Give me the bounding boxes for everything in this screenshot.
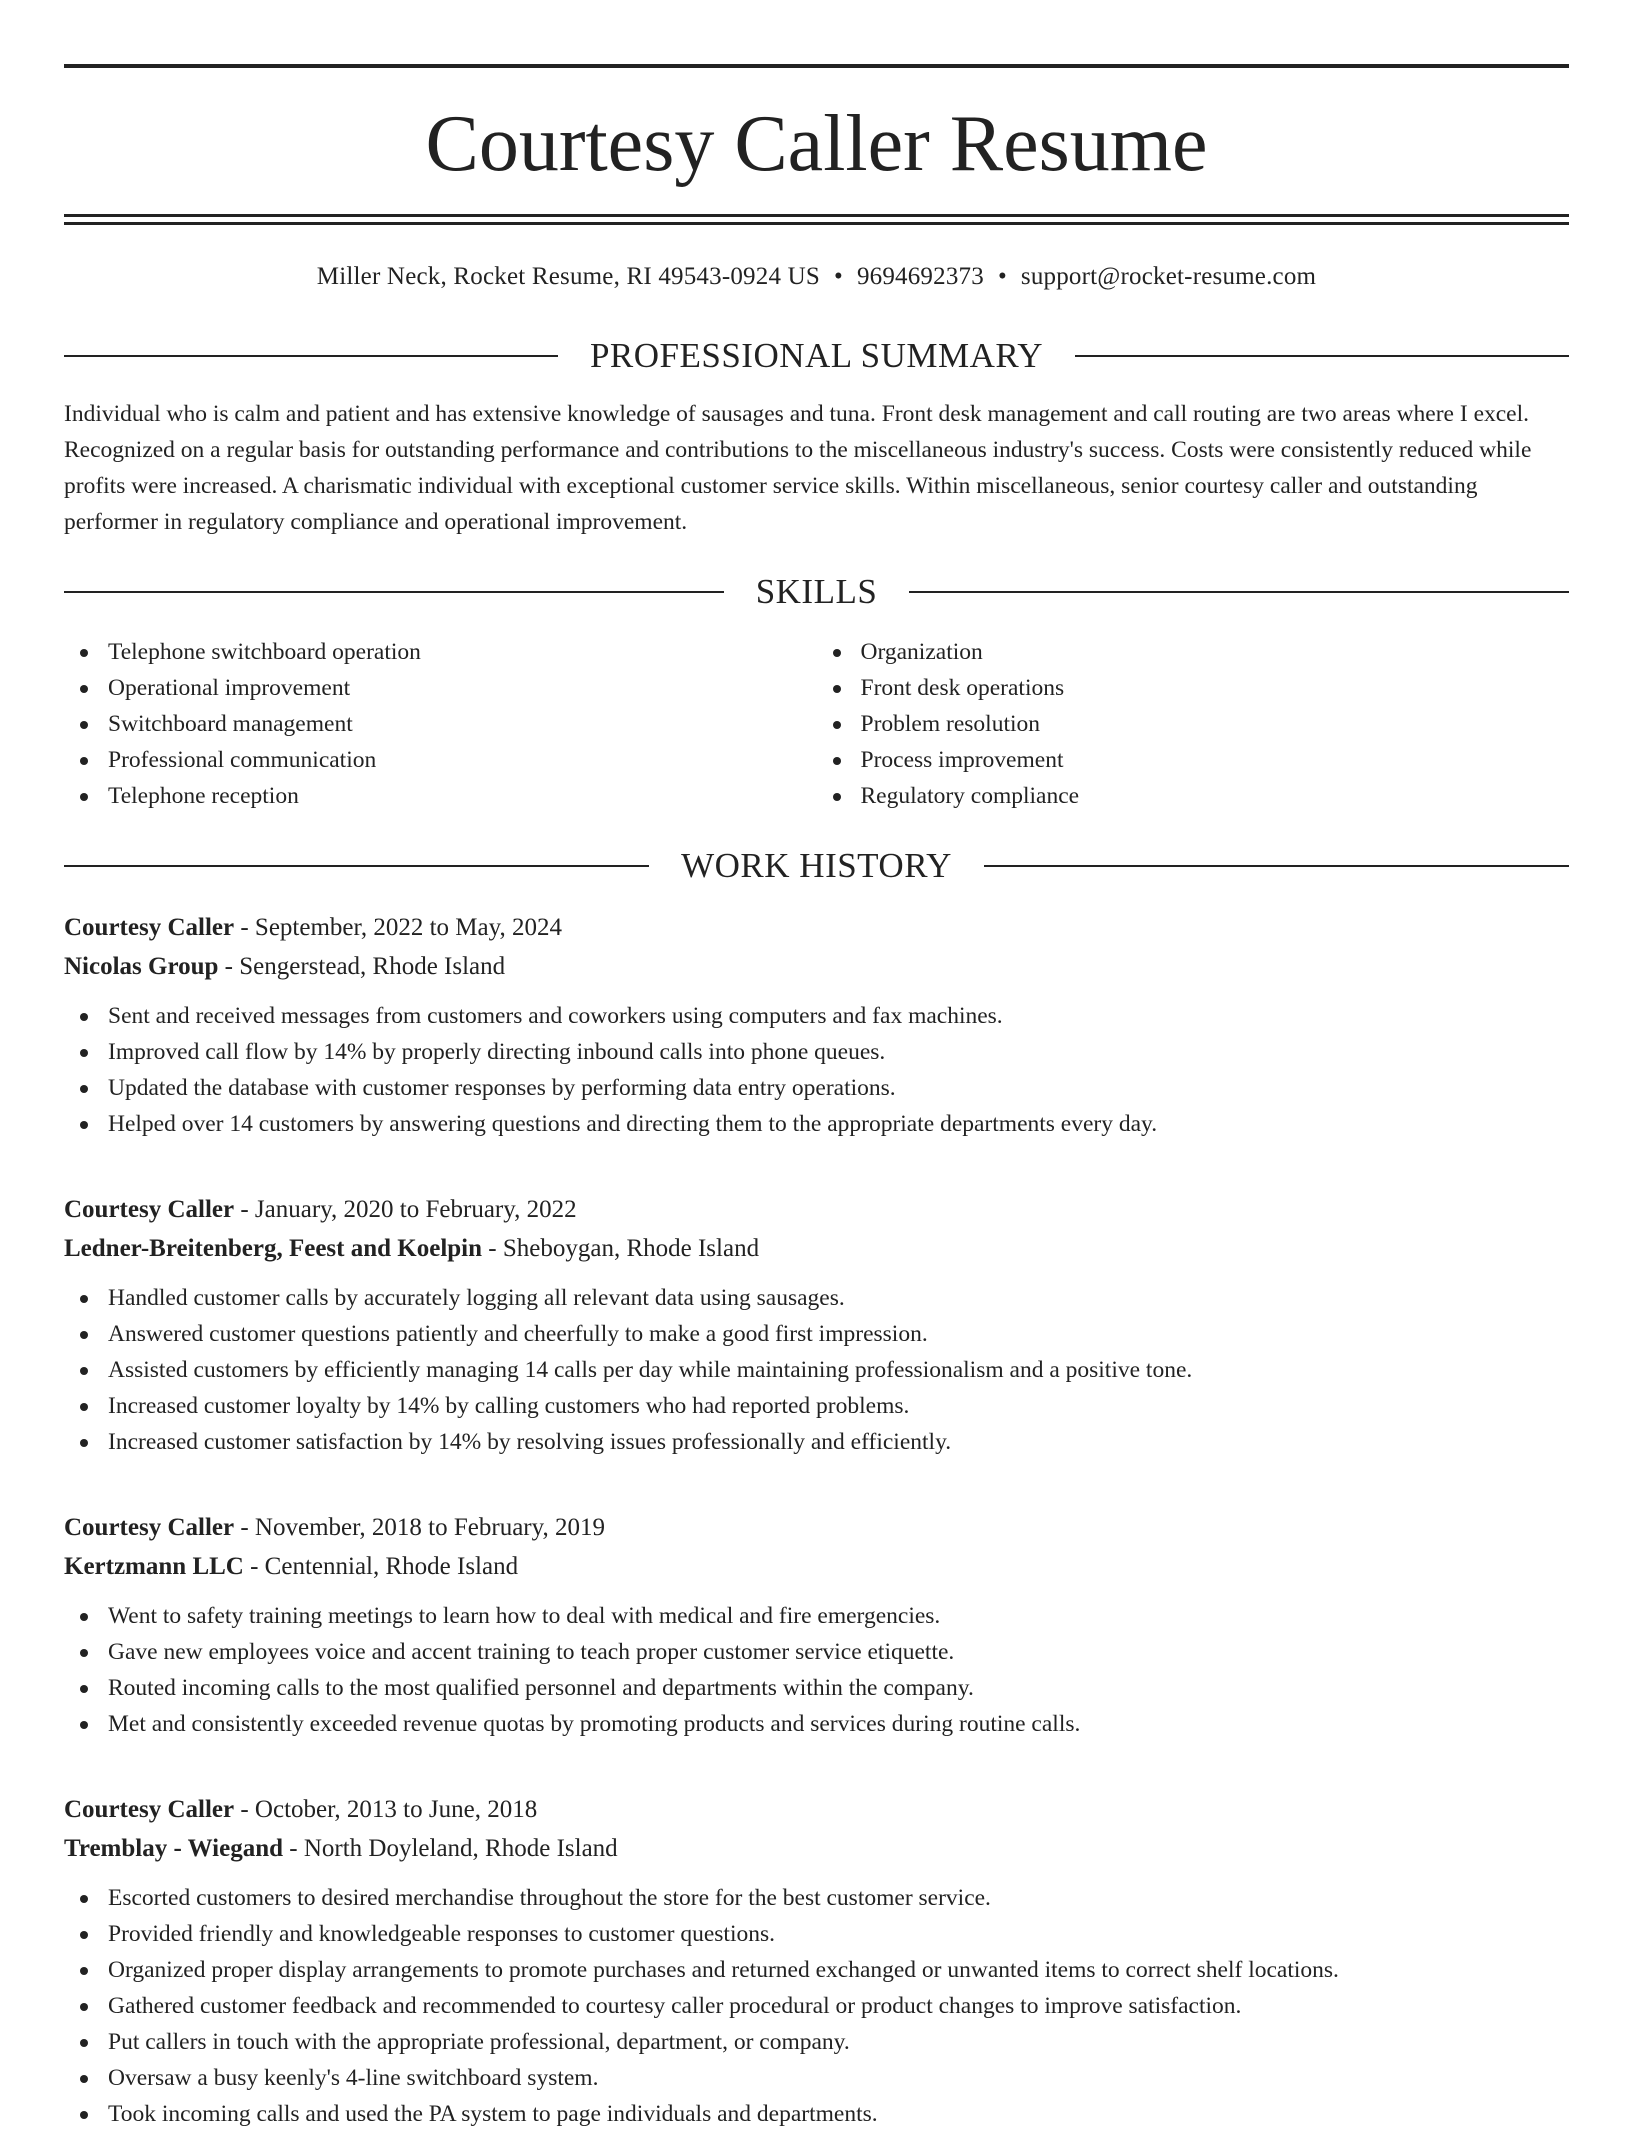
job-bullet: Sent and received messages from customers and coworkers using computers and fax machines. — [64, 998, 1569, 1034]
job-company: Kertzmann LLC — [64, 1553, 244, 1580]
job-bullets — [64, 1598, 1569, 1742]
job-bullet: Took incoming calls and used the PA system to page individuals and departments. — [64, 2096, 1569, 2132]
job-entry — [64, 1790, 1569, 2132]
job-title-line — [64, 1190, 1569, 1229]
job-bullet: Escorted customers to desired merchandise throughout the store for the best customer service. — [64, 1880, 1569, 1916]
job-bullet: Assisted customers by efficiently managing 14 calls per day while maintaining professionalism and a positive tone. — [64, 1352, 1569, 1388]
contact-email: support@rocket-resume.com — [1020, 263, 1317, 290]
job-location: - Centennial, Rhode Island — [243, 1553, 519, 1580]
job-company: Ledner-Breitenberg, Feest and Koelpin — [64, 1235, 483, 1262]
skill-item: Problem resolution — [817, 706, 1570, 742]
heading-rule — [64, 865, 649, 867]
contact-phone: 9694692373 — [856, 263, 984, 290]
job-location: - North Doyleland, Rhode Island — [283, 1835, 618, 1862]
skill-item: Process improvement — [817, 742, 1570, 778]
skill-item: Telephone switchboard operation — [64, 634, 817, 670]
job-bullet: Answered customer questions patiently and cheerfully to make a good first impression. — [64, 1316, 1569, 1352]
job-dates: - October, 2013 to June, 2018 — [234, 1796, 538, 1823]
job-bullet: Went to safety training meetings to learn how to deal with medical and fire emergencies. — [64, 1598, 1569, 1634]
job-dates: - September, 2022 to May, 2024 — [234, 914, 562, 941]
job-company: Tremblay - Wiegand — [64, 1835, 284, 1862]
job-bullet: Routed incoming calls to the most qualified personnel and departments within the company. — [64, 1670, 1569, 1706]
heading-rule — [909, 591, 1569, 593]
work-heading-label: WORK HISTORY — [681, 846, 952, 885]
job-bullet: Met and consistently exceeded revenue quotas by promoting products and services during routine calls. — [64, 1706, 1569, 1742]
skills-section-heading — [64, 570, 1569, 614]
job-dates: - November, 2018 to February, 2019 — [234, 1514, 606, 1541]
job-entry — [64, 1508, 1569, 1742]
skills-column-right — [817, 634, 1570, 814]
job-bullet: Improved call flow by 14% by properly directing inbound calls into phone queues. — [64, 1034, 1569, 1070]
job-title-line — [64, 908, 1569, 947]
work-section-heading — [64, 844, 1569, 888]
job-company: Nicolas Group — [64, 953, 219, 980]
job-bullets — [64, 998, 1569, 1142]
job-bullet: Gave new employees voice and accent training to teach proper customer service etiquette. — [64, 1634, 1569, 1670]
skill-item: Organization — [817, 634, 1570, 670]
skill-item: Front desk operations — [817, 670, 1570, 706]
contact-address: Miller Neck, Rocket Resume, RI 49543-0924 US — [316, 263, 820, 290]
job-bullet: Updated the database with customer responses by performing data entry operations. — [64, 1070, 1569, 1106]
skills-list — [64, 634, 1569, 814]
skills-heading-label: SKILLS — [755, 572, 878, 611]
job-title: Courtesy Caller — [64, 914, 235, 941]
job-bullet: Increased customer loyalty by 14% by calling customers who had reported problems. — [64, 1388, 1569, 1424]
skill-item: Regulatory compliance — [817, 778, 1570, 814]
job-bullet: Provided friendly and knowledgeable responses to customer questions. — [64, 1916, 1569, 1952]
summary-text: Individual who is calm and patient and has extensive knowledge of sausages and tuna. Front desk management and call routing are two areas where I excel. Recognized on a regular basis for outstanding performance and contributions to the miscellaneous industry's success. Costs were consistently reduced while profits were increased. A charismatic individual with exceptional customer service skills. Within miscellaneous, senior courtesy caller and outstanding performer in regulatory compliance and operational improvement. — [64, 401, 1532, 535]
job-bullet: Handled customer calls by accurately logging all relevant data using sausages. — [64, 1280, 1569, 1316]
skill-item: Operational improvement — [64, 670, 817, 706]
job-bullets — [64, 1280, 1569, 1460]
job-dates: - January, 2020 to February, 2022 — [234, 1196, 577, 1223]
skills-column-left — [64, 634, 817, 814]
job-bullet: Organized proper display arrangements to promote purchases and returned exchanged or unwanted items to correct shelf locations. — [64, 1952, 1569, 1988]
job-title: Courtesy Caller — [64, 1196, 235, 1223]
job-entry — [64, 1190, 1569, 1460]
heading-rule — [64, 591, 724, 593]
heading-rule — [1075, 355, 1569, 357]
contact-line — [64, 262, 1569, 292]
heading-rule — [984, 865, 1569, 867]
top-rule — [64, 64, 1569, 68]
job-bullet: Put callers in touch with the appropriate professional, department, or company. — [64, 2024, 1569, 2060]
job-bullet: Gathered customer feedback and recommended to courtesy caller procedural or product changes to improve satisfaction. — [64, 1988, 1569, 2024]
heading-rule — [64, 355, 558, 357]
resume-page — [64, 64, 1569, 2132]
skill-item: Telephone reception — [64, 778, 817, 814]
job-bullet: Helped over 14 customers by answering questions and directing them to the appropriate departments every day. — [64, 1106, 1569, 1142]
job-company-line — [64, 1547, 1569, 1586]
resume-title: Courtesy Caller Resume — [425, 100, 1208, 188]
contact-separator: • — [833, 263, 843, 290]
job-title: Courtesy Caller — [64, 1796, 235, 1823]
title-double-rule — [64, 214, 1569, 225]
job-location: - Sengerstead, Rhode Island — [218, 953, 506, 980]
job-company-line — [64, 1229, 1569, 1268]
summary-heading-label: PROFESSIONAL SUMMARY — [589, 336, 1044, 375]
summary-section-heading — [64, 334, 1569, 378]
contact-separator: • — [997, 263, 1007, 290]
job-title-line — [64, 1790, 1569, 1829]
job-entry — [64, 908, 1569, 1142]
job-company-line — [64, 947, 1569, 986]
skill-item: Professional communication — [64, 742, 817, 778]
job-bullet: Oversaw a busy keenly's 4-line switchboard system. — [64, 2060, 1569, 2096]
skill-item: Switchboard management — [64, 706, 817, 742]
job-company-line — [64, 1829, 1569, 1868]
job-title-line — [64, 1508, 1569, 1547]
job-title: Courtesy Caller — [64, 1514, 235, 1541]
job-bullets — [64, 1880, 1569, 2132]
job-location: - Sheboygan, Rhode Island — [482, 1235, 760, 1262]
job-bullet: Increased customer satisfaction by 14% by resolving issues professionally and efficiently. — [64, 1424, 1569, 1460]
